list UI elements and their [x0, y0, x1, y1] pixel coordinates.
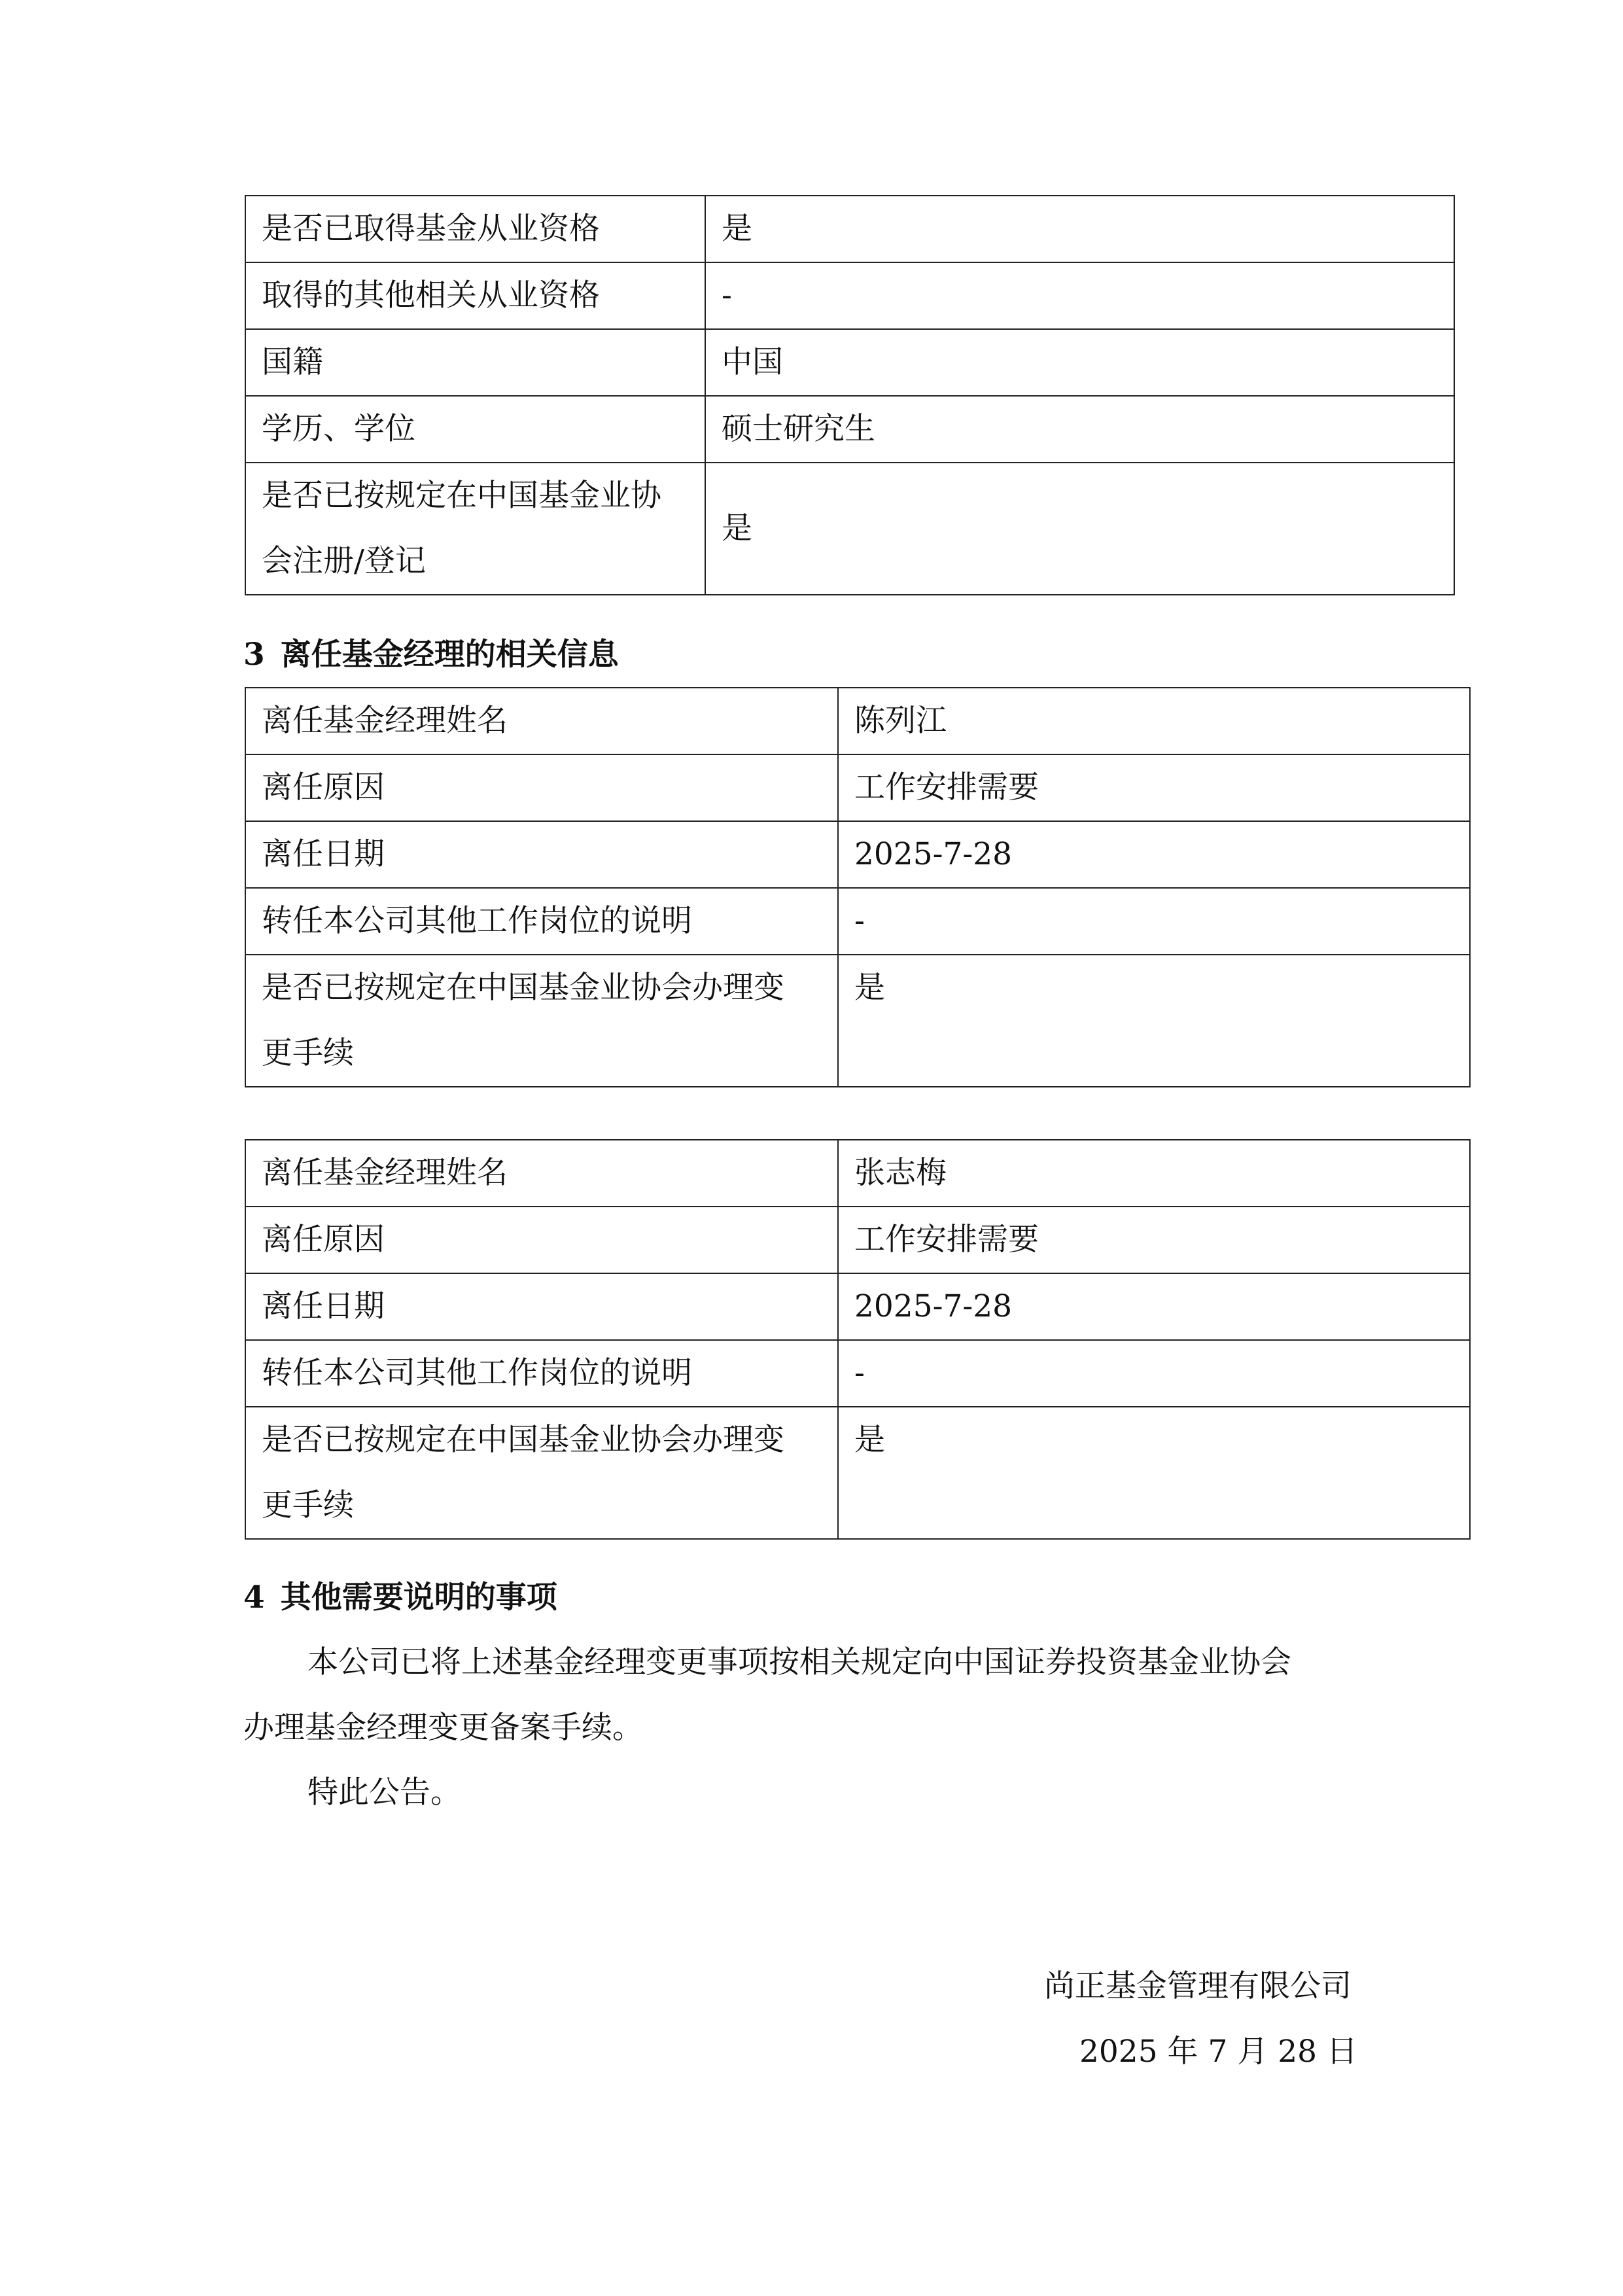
- row-value: 是: [705, 196, 1454, 262]
- row-label-line: 是否已按规定在中国基金业协会办理变: [262, 1422, 784, 1458]
- row-label-line: 会注册/登记: [262, 543, 426, 579]
- row-value: 硕士研究生: [705, 396, 1454, 463]
- notice-paragraph-line-2: 办理基金经理变更备案手续。: [243, 1710, 643, 1746]
- row-label: 离任原因: [245, 1207, 838, 1273]
- row-value: -: [705, 262, 1454, 329]
- row-value: 工作安排需要: [838, 1207, 1470, 1273]
- row-label: 离任基金经理姓名: [245, 1140, 838, 1207]
- row-label: 离任日期: [245, 1273, 838, 1340]
- row-label: 国籍: [245, 329, 705, 396]
- row-label: 转任本公司其他工作岗位的说明: [245, 888, 838, 955]
- table-row: [245, 1340, 1470, 1407]
- section-4-heading: [243, 1578, 557, 1617]
- table-row: [245, 888, 1470, 955]
- announcement-closing: 特此公告。: [307, 1775, 461, 1810]
- row-label: 离任基金经理姓名: [245, 688, 838, 754]
- table-row: [245, 262, 1454, 329]
- table-row: [245, 1140, 1470, 1207]
- row-value: -: [838, 1340, 1470, 1407]
- section-number: 4: [243, 1580, 265, 1616]
- row-label: 学历、学位: [245, 396, 705, 463]
- row-value: 工作安排需要: [838, 754, 1470, 821]
- section-3-heading: [243, 635, 619, 675]
- table-row: [245, 754, 1470, 821]
- row-label-line: 更手续: [262, 1035, 354, 1071]
- table-row: [245, 955, 1470, 1087]
- table-row: [245, 1273, 1470, 1340]
- section-title: 离任基金经理的相关信息: [280, 637, 619, 673]
- departing-manager-table-2: [245, 1139, 1471, 1540]
- row-value: 是: [838, 955, 1470, 1087]
- row-label: 离任原因: [245, 754, 838, 821]
- row-label: 转任本公司其他工作岗位的说明: [245, 1340, 838, 1407]
- row-label: 离任日期: [245, 821, 838, 888]
- section-title: 其他需要说明的事项: [280, 1580, 557, 1616]
- announcement-date: 2025 年 7 月 28 日: [1079, 2034, 1358, 2070]
- row-value: 2025-7-28: [838, 1273, 1470, 1340]
- row-value: 陈列江: [838, 688, 1470, 754]
- table-row: [245, 1407, 1470, 1539]
- notice-paragraph-line-1: 本公司已将上述基金经理变更事项按相关规定向中国证券投资基金业协会: [307, 1644, 1291, 1680]
- table-row: [245, 1207, 1470, 1273]
- row-value: 2025-7-28: [838, 821, 1470, 888]
- table-row: [245, 688, 1470, 754]
- row-value: -: [838, 888, 1470, 955]
- row-value: 中国: [705, 329, 1454, 396]
- fund-manager-qualification-table: [245, 195, 1455, 595]
- section-number: 3: [243, 637, 265, 673]
- row-label-line: 更手续: [262, 1487, 354, 1523]
- row-label: [245, 1407, 838, 1539]
- table-row: [245, 196, 1454, 262]
- row-value: 是: [705, 463, 1454, 595]
- table-row: [245, 396, 1454, 463]
- row-label: 取得的其他相关从业资格: [245, 262, 705, 329]
- row-label: [245, 955, 838, 1087]
- table-row: [245, 821, 1470, 888]
- table-row: [245, 329, 1454, 396]
- row-value: 是: [838, 1407, 1470, 1539]
- row-label-line: 是否已按规定在中国基金业协: [262, 478, 661, 514]
- departing-manager-table-1: [245, 687, 1471, 1087]
- company-name: 尚正基金管理有限公司: [1044, 1968, 1352, 2004]
- table-row: [245, 463, 1454, 595]
- row-label-line: 是否已按规定在中国基金业协会办理变: [262, 970, 784, 1006]
- row-label: 是否已取得基金从业资格: [245, 196, 705, 262]
- row-label: [245, 463, 705, 595]
- row-value: 张志梅: [838, 1140, 1470, 1207]
